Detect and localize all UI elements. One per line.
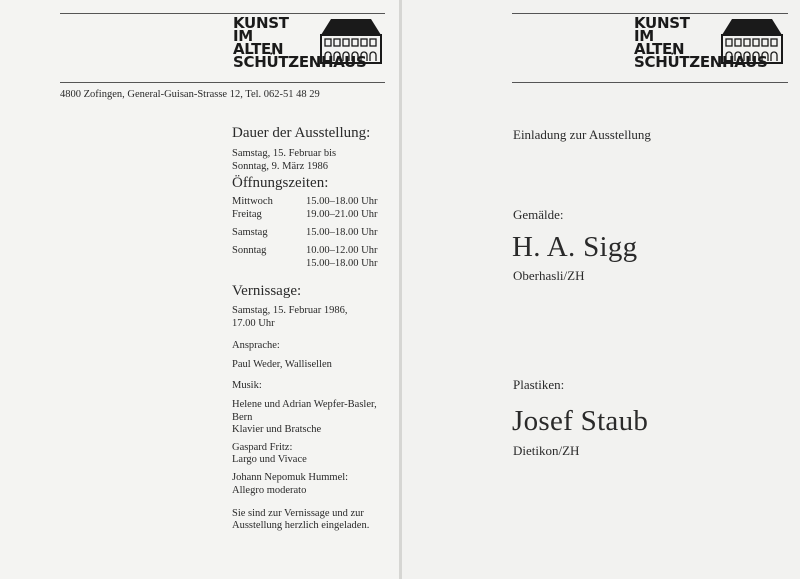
bottom-rule — [60, 82, 385, 83]
musik-label: Musik: — [232, 380, 262, 391]
hours-day: Mittwoch — [232, 196, 273, 207]
ansprache-label: Ansprache: — [232, 340, 280, 351]
gemaelde-label: Gemälde: — [513, 207, 564, 222]
vernissage-line: Samstag, 15. Februar 1986, — [232, 305, 348, 316]
logo-line: SCHÜTZENHAUS — [233, 53, 367, 71]
hours-time: 15.00–18.00 Uhr — [306, 196, 378, 207]
musik-line: Allegro moderato — [232, 485, 307, 496]
oeffnung-heading: Öffnungszeiten: — [232, 175, 329, 191]
closing-line: Sie sind zur Vernissage und zur — [232, 508, 364, 519]
dauer-line: Samstag, 15. Februar bis — [232, 148, 337, 159]
logo-line: IM — [634, 27, 654, 45]
house-icon — [317, 17, 385, 65]
vernissage-heading: Vernissage: — [232, 283, 302, 299]
dauer-line: Sonntag, 9. März 1986 — [232, 161, 328, 172]
dauer-heading: Dauer der Ausstellung: — [232, 125, 371, 141]
logo — [634, 14, 786, 79]
top-rule — [60, 13, 385, 14]
artist2-name: Josef Staub — [512, 405, 649, 437]
logo-line: SCHÜTZENHAUS — [634, 53, 768, 71]
hours-day: Sonntag — [232, 245, 267, 256]
musik-line: Klavier und Bratsche — [232, 424, 322, 435]
artist1-name: H. A. Sigg — [512, 231, 638, 263]
ansprache-name: Paul Weder, Wallisellen — [232, 359, 332, 370]
plastiken-label: Plastiken: — [513, 377, 565, 392]
hours-day: Freitag — [232, 209, 262, 220]
logo-line: IM — [233, 27, 253, 45]
hours-time: 15.00–18.00 Uhr — [306, 258, 378, 269]
logo-line: KUNST — [233, 14, 289, 32]
hours-day: Samstag — [232, 227, 268, 238]
musik-line: Largo und Vivace — [232, 454, 307, 465]
artist1-origin: Oberhasli/ZH — [513, 268, 585, 283]
musik-line: Gaspard Fritz: — [232, 442, 293, 453]
address: 4800 Zofingen, General-Guisan-Strasse 12, Tel. 062-51 48 29 — [60, 89, 320, 100]
hours-time: 19.00–21.00 Uhr — [306, 209, 378, 220]
musik-line: Johann Nepomuk Hummel: — [232, 472, 349, 483]
closing-line: Ausstellung herzlich eingeladen. — [232, 520, 370, 531]
house-icon — [718, 17, 786, 65]
artist2-origin: Dietikon/ZH — [513, 443, 580, 458]
musik-line: Bern — [232, 412, 253, 423]
logo-line: ALTEN — [233, 40, 284, 58]
musik-line: Helene und Adrian Wepfer-Basler, — [232, 399, 377, 410]
logo — [233, 14, 385, 79]
hours-time: 10.00–12.00 Uhr — [306, 245, 378, 256]
hours-time: 15.00–18.00 Uhr — [306, 227, 378, 238]
bottom-rule — [512, 82, 788, 83]
logo-line: ALTEN — [634, 40, 685, 58]
right-panel — [402, 0, 800, 579]
logo-line: KUNST — [634, 14, 690, 32]
invitation-text: Einladung zur Ausstellung — [513, 127, 651, 142]
vernissage-line: 17.00 Uhr — [232, 318, 275, 329]
